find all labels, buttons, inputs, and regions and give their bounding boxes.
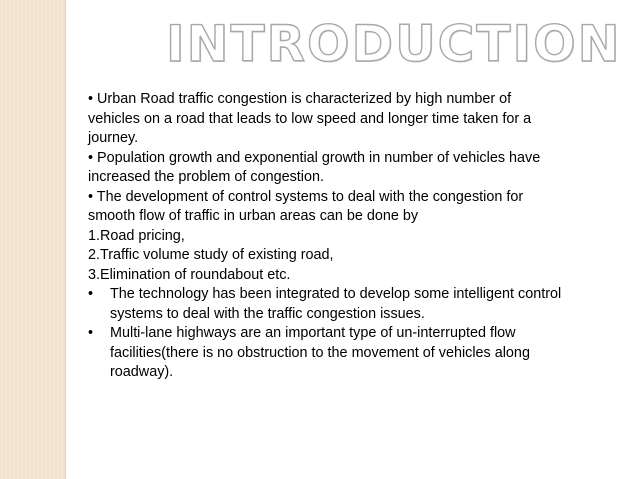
text-line: journey. bbox=[88, 130, 139, 146]
text-line: smooth flow of traffic in urban areas can be done by bbox=[88, 208, 419, 224]
paragraph-congestion-definition bbox=[88, 90, 618, 149]
bullet-text bbox=[110, 285, 618, 324]
list-item-roundabout: 3.Elimination of roundabout etc. bbox=[88, 266, 291, 283]
list-item-traffic-volume: 2.Traffic volume study of existing road, bbox=[88, 247, 334, 263]
paragraph-population-growth bbox=[88, 149, 618, 188]
text-line: • The development of control systems to deal with the congestion for bbox=[88, 188, 524, 205]
decorative-side-band bbox=[0, 0, 70, 479]
bullet-text bbox=[110, 324, 618, 383]
bullet-multilane-highways bbox=[88, 324, 618, 383]
text-line: vehicles on a road that leads to low speed and longer time taken for a bbox=[88, 110, 532, 127]
text-line: Multi-lane highways are an important type of un-interrupted flow bbox=[110, 325, 516, 341]
slide-body bbox=[88, 90, 618, 383]
text-line: The technology has been integrated to develop some intelligent control bbox=[110, 286, 562, 302]
text-line: facilities(there is no obstruction to the movement of vehicles along bbox=[110, 344, 530, 361]
bullet-technology bbox=[88, 285, 618, 324]
bullet-mark: • bbox=[88, 286, 94, 302]
text-line: • Urban Road traffic congestion is characterized by high number of bbox=[88, 91, 512, 107]
text-line: roadway). bbox=[110, 364, 174, 380]
paragraph-control-systems bbox=[88, 188, 618, 227]
bullet-mark: • bbox=[88, 325, 94, 341]
list-item-road-pricing: 1.Road pricing, bbox=[88, 227, 185, 244]
text-line: • Population growth and exponential growth in number of vehicles have bbox=[88, 149, 541, 166]
text-line: systems to deal with the traffic congestion issues. bbox=[110, 305, 425, 322]
text-line: increased the problem of congestion. bbox=[88, 169, 324, 185]
slide-title: INTRODUCTION bbox=[166, 15, 622, 73]
